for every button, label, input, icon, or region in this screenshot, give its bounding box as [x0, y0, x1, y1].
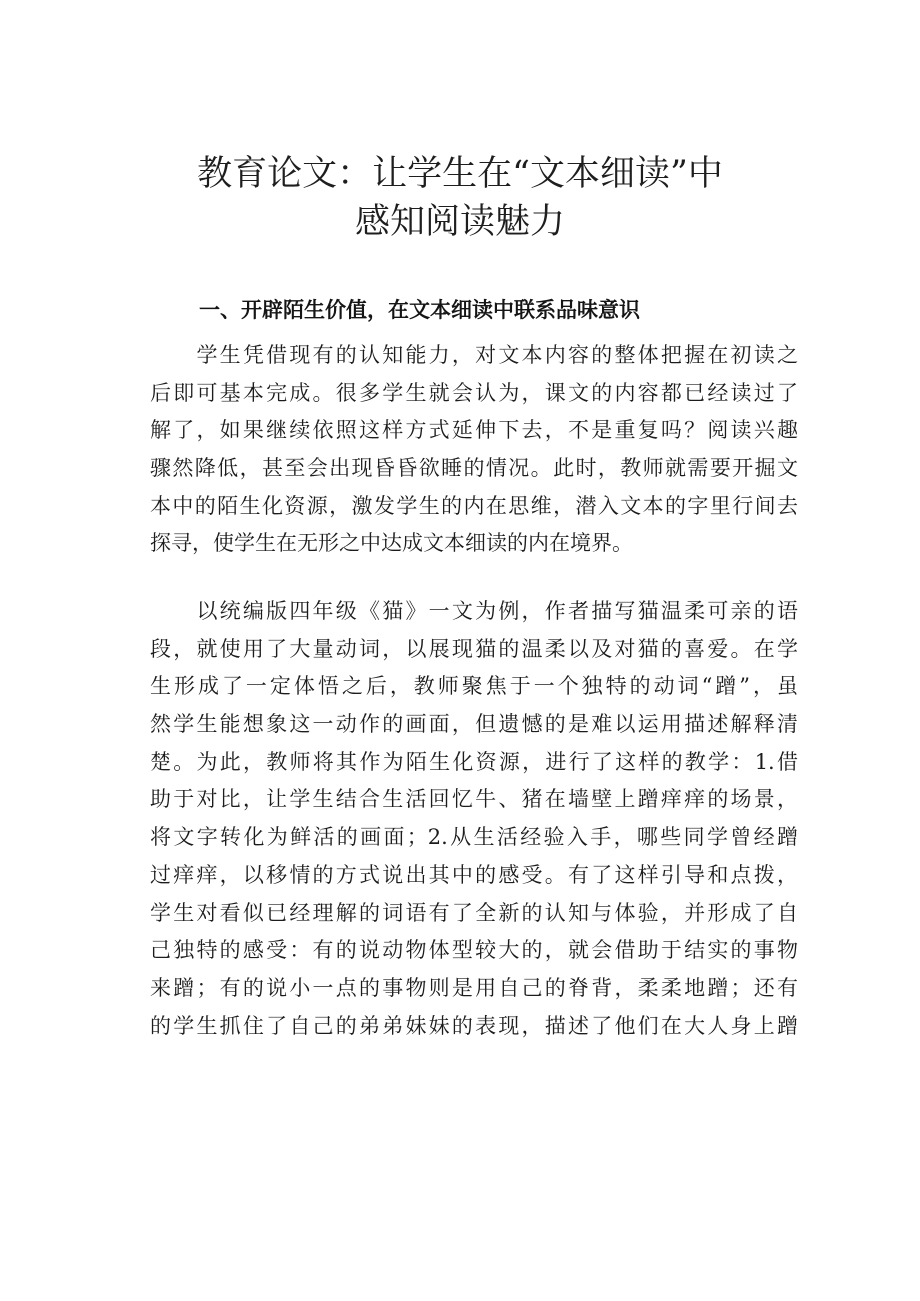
paragraph-line: 探寻，使学生在无形之中达成文本细读的内在境界。	[150, 531, 633, 556]
paragraph-2	[150, 593, 798, 1045]
paragraph-line: 学生对看似已经理解的词语有了全新的认知与体验，并形成了自	[150, 900, 798, 925]
paragraph-line: 将文字转化为鲜活的画面；2.从生活经验入手，哪些同学曾经蹭	[150, 825, 798, 850]
title-line-1: 教育论文：让学生在“文本细读”中	[197, 154, 723, 194]
paragraph-line: 过痒痒，以移情的方式说出其中的感受。有了这样引导和点拨，	[150, 862, 798, 887]
paragraph-line: 骤然降低，甚至会出现昏昏欲睡的情况。此时，教师就需要开掘文	[150, 456, 798, 481]
paragraph-line: 楚。为此，教师将其作为陌生化资源，进行了这样的教学：1.借	[150, 749, 798, 774]
paragraph-line: 后即可基本完成。很多学生就会认为，课文的内容都已经读过了	[150, 380, 798, 405]
paragraph-line: 解了，如果继续依照这样方式延伸下去，不是重复吗？阅读兴趣	[150, 418, 798, 443]
section-heading: 一、开辟陌生价值，在文本细读中联系品味意识	[199, 298, 640, 322]
paragraph-line: 己独特的感受：有的说动物体型较大的，就会借助于结实的事物	[150, 938, 798, 963]
paragraph-1	[150, 337, 798, 563]
paragraph-line: 的学生抓住了自己的弟弟妹妹的表现，描述了他们在大人身上蹭	[150, 1013, 798, 1038]
document-title	[0, 150, 920, 246]
paragraph-line: 来蹭；有的说小一点的事物则是用自己的脊背，柔柔地蹭；还有	[150, 975, 798, 1000]
paragraph-line: 生形成了一定体悟之后，教师聚焦于一个独特的动词“蹭”，虽	[150, 674, 798, 699]
title-line-2: 感知阅读魅力	[354, 202, 565, 242]
paragraph-line: 段，就使用了大量动词，以展现猫的温柔以及对猫的喜爱。在学	[150, 636, 798, 661]
paragraph-line: 以统编版四年级《猫》一文为例，作者描写猫温柔可亲的语	[150, 599, 798, 623]
paragraph-line: 学生凭借现有的认知能力，对文本内容的整体把握在初读之	[150, 343, 798, 367]
paragraph-line: 助于对比，让学生结合生活回忆牛、猪在墙壁上蹭痒痒的场景，	[150, 787, 798, 812]
paragraph-line: 本中的陌生化资源，激发学生的内在思维，潜入文本的字里行间去	[150, 493, 798, 518]
paragraph-line: 然学生能想象这一动作的画面，但遗憾的是难以运用描述解释清	[150, 712, 798, 737]
